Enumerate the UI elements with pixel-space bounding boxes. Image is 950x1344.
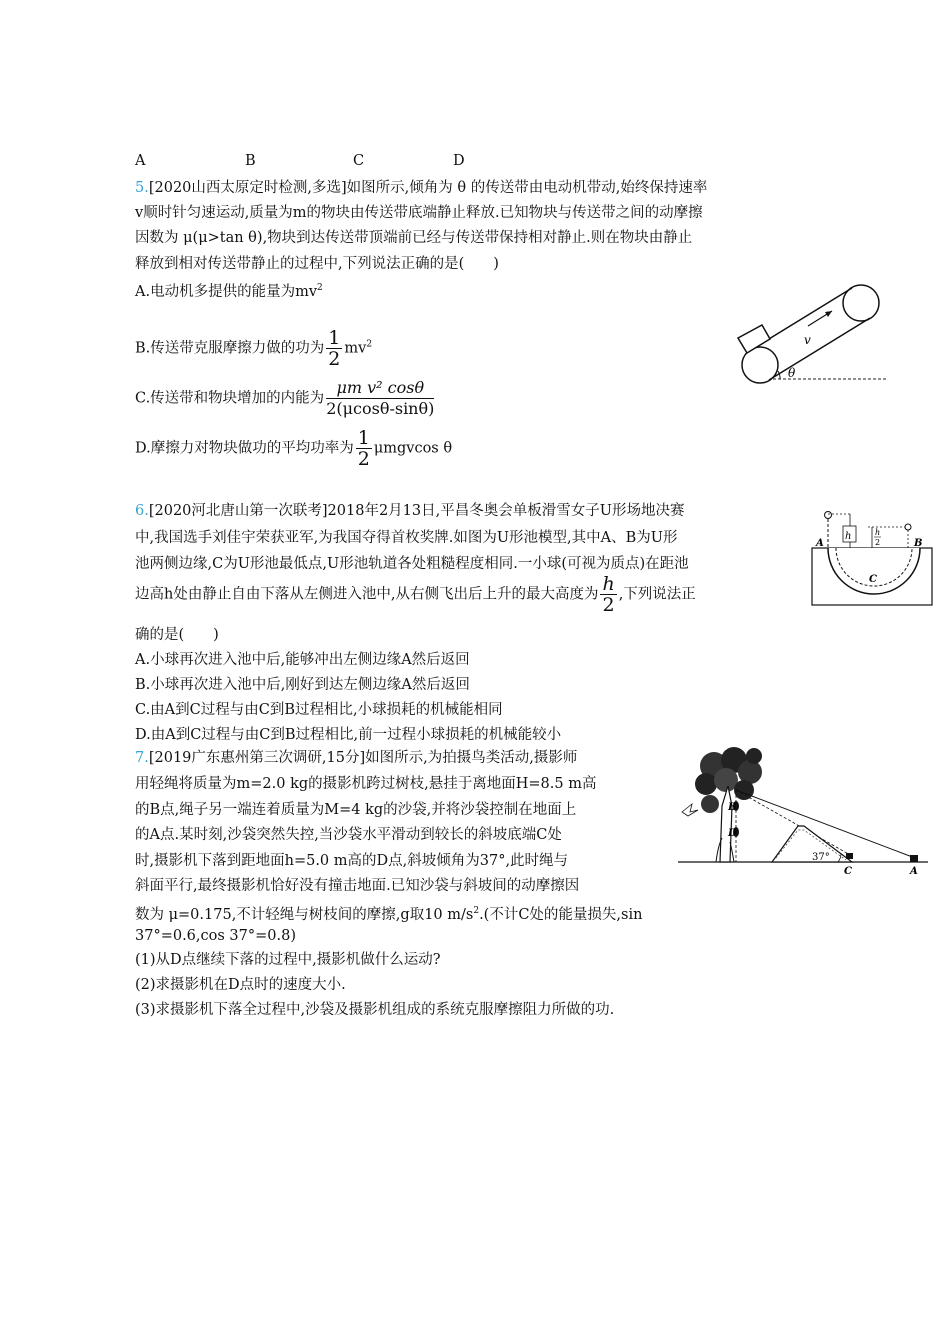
q7-line-1: 7.[2019广东惠州第三次调研,15分]如图所示,为拍摄鸟类活动,摄影师 [135, 750, 578, 766]
option-c-label: C [353, 153, 365, 169]
camera-tree-slope-figure [676, 746, 932, 878]
q6-option-d: D.由A到C过程与由C到B过程相比,前一过程小球损耗的机械能较小 [135, 727, 562, 743]
q6-option-b: B.小球再次进入池中后,刚好到达左侧边缘A然后返回 [135, 677, 470, 693]
q5-option-c: C.传送带和物块增加的内能为 $\frac{\text{μm v² cosθ}}{2(\mu\cos\theta-\sin\theta)}$ [135, 378, 435, 418]
point-a-label: A [910, 866, 918, 877]
point-d-label: D [728, 828, 737, 839]
q5-line-4: 释放到相对传送带静止的过程中,下列说法正确的是( ) [135, 256, 499, 272]
slope-angle-label: 37° [812, 852, 830, 863]
sandbag-at-c [846, 853, 853, 859]
sandbag-at-a [910, 855, 918, 862]
option-a-label: A [135, 153, 146, 169]
q5-number: 5. [135, 180, 149, 196]
q7-subquestion-3: (3)求摄影机下落全过程中,沙袋及摄影机组成的系统克服摩擦阻力所做的功. [135, 1002, 615, 1018]
option-d-label: D [453, 153, 465, 169]
q7-line-6: 斜面平行,最终摄影机恰好没有撞击地面.已知沙袋与斜坡间的动摩擦因 [135, 878, 580, 894]
q6-line-5: 确的是( ) [135, 627, 219, 643]
q7-number: 7. [135, 750, 149, 766]
q7-line-4: 的A点.某时刻,沙袋突然失控,当沙袋水平滑动到较长的斜坡底端C处 [135, 827, 562, 843]
q6-option-c: C.由A到C过程与由C到B过程相比,小球损耗的机械能相同 [135, 702, 503, 718]
q5-line-2: v顺时针匀速运动,质量为m的物块由传送带底端静止释放.已知物块与传送带之间的动摩擦 [135, 205, 703, 221]
q5-option-c-fraction: $\frac{\text{μm v² cosθ}}{2(\mu\cos\theta-\sin\theta)}$ [326, 378, 435, 418]
point-c-label: C [869, 574, 877, 585]
options-row [135, 153, 495, 173]
q7-line-2: 用轻绳将质量为m=2.0 kg的摄影机跨过树枝,悬挂于离地面H=8.5 m高 [135, 776, 597, 792]
q7-line-5: 时,摄影机下落到距地面h=5.0 m高的D点,斜坡倾角为37°,此时绳与 [135, 853, 569, 869]
q5-line-1: 5.[2020山西太原定时检测,多选]如图所示,倾角为 θ 的传送带由电动机带动,始终保持速率 [135, 180, 708, 196]
point-b-label: B [914, 538, 923, 549]
q6-number: 6. [135, 503, 149, 519]
q7-line-7: 数为 μ=0.175,不计轻绳与树枝间的摩擦,g取10 $m/s^2$.(不计C处的能量损失,sin [135, 906, 643, 923]
point-a-label: A [816, 538, 824, 549]
half-height-num: h [875, 528, 881, 537]
q6-option-a: A.小球再次进入池中后,能够冲出左侧边缘A然后返回 [135, 652, 470, 668]
angle-label: θ [788, 366, 796, 380]
q5-line-3: 因数为 μ(μ>tan θ),物块到达传送带顶端前已经与传送带保持相对静止.则在物块由静止 [135, 230, 693, 246]
u-shaped-pool-figure [808, 505, 936, 607]
q7-line-3: 的B点,绳子另一端连着质量为M=4 kg的沙袋,并将沙袋控制在地面上 [135, 802, 577, 818]
half-height-den: 2 [875, 538, 881, 547]
q5-option-b-fraction: $\frac{1}{2}$ [328, 327, 341, 370]
velocity-label: v [804, 333, 811, 347]
q6-line-3: 池两侧边缘,C为U形池最低点,U形池轨道各处粗糙程度相同.一小球(可视为质点)在距池 [135, 556, 689, 572]
point-c-label: C [844, 866, 852, 877]
q5-option-b: B.传送带克服摩擦力做的功为 $\frac{1}{2}$ $mv^2$ [135, 327, 373, 370]
q7-line-8: 37°=0.6,cos 37°=0.8) [135, 928, 296, 944]
point-b-label: B [728, 802, 737, 813]
conveyor-belt-figure [728, 282, 890, 388]
q5-option-d: D.摩擦力对物块做功的平均功率为 $\frac{1}{2}$ μmgvcos θ [135, 427, 453, 470]
q7-subquestion-2: (2)求摄影机在D点时的速度大小. [135, 977, 346, 993]
height-h-label: h [845, 531, 852, 542]
q6-height-fraction: $\frac{h}{2}$ [602, 573, 615, 616]
ball-right [905, 524, 911, 530]
q5-option-a: A.电动机多提供的能量为$mv^2$ [135, 283, 323, 300]
ball [825, 512, 832, 519]
q7-subquestion-1: (1)从D点继续下落的过程中,摄影机做什么运动? [135, 952, 441, 968]
q5-option-d-fraction: $\frac{1}{2}$ [357, 427, 370, 470]
bird-icon [682, 804, 698, 816]
q6-line-2: 中,我国选手刘佳宇荣获亚军,为我国夺得首枚奖牌.如图为U形池模型,其中A、B为U形 [135, 530, 678, 546]
option-b-label: B [245, 153, 256, 169]
q6-line-1: 6.[2020河北唐山第一次联考]2018年2月13日,平昌冬奥会单板滑雪女子U形场地决赛 [135, 503, 685, 519]
q6-line-4: 边高h处由静止自由下落从左侧进入池中,从右侧飞出后上升的最大高度为 $\frac{h}{2}$ ,下列说法正 [135, 573, 696, 616]
